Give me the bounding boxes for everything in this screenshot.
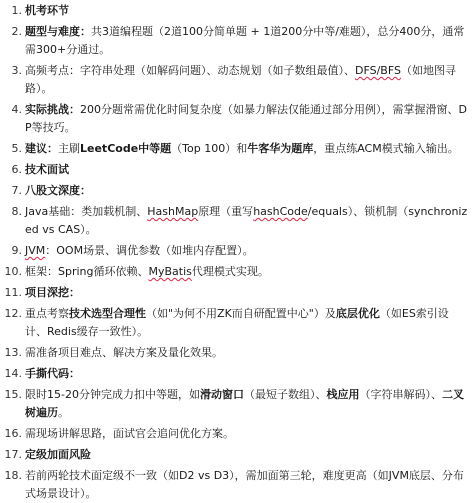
text-segment: 需准备项目难点、解决方案及量化效果。 (25, 346, 223, 359)
list-item (0, 140, 470, 158)
spellcheck-underlined-text: hashCode (253, 205, 308, 218)
bold-text: 项目深挖： (25, 286, 80, 299)
text-segment: 共3道编程题（2道100分简单题 + 1道200分中等/难题），总分400分，通常需300+分通过。 (25, 25, 465, 56)
text-segment: （Top 100）和 (171, 142, 248, 155)
list-item-text (25, 182, 470, 200)
list-item-number: 3. (11, 64, 22, 77)
spellcheck-underlined-text: MyBatis (148, 265, 192, 278)
list-item-text (25, 203, 470, 239)
bold-text: 手撕代码： (25, 367, 80, 380)
list-item-number: 11. (4, 286, 22, 299)
list-item-text (25, 140, 470, 158)
list-item-text (25, 386, 470, 422)
list-item-number: 4. (11, 103, 22, 116)
text-segment: （最短子数组）、 (243, 388, 327, 401)
text-segment: 限时15-20分钟完成力扣中等题，如 (25, 388, 200, 401)
list-item-text (25, 446, 470, 464)
list-item-number: 2. (11, 25, 22, 38)
list-item (0, 365, 470, 383)
text-segment: ：OOM场景、调优参数（如堆内存配置）。 (45, 244, 254, 257)
text-segment: 代理模式实现。 (191, 265, 269, 278)
list-item (0, 446, 470, 464)
bold-text: 八股文深度： (25, 184, 91, 197)
list-item (0, 182, 470, 200)
list-item (0, 263, 470, 281)
bold-text: 底层优化 (335, 307, 380, 320)
list-item-number: 15. (4, 388, 22, 401)
bold-text: 栈应用 (326, 388, 360, 401)
list-item-number: 18. (4, 469, 22, 482)
text-segment: /equals）、锁机制（synchronized vs CAS）。 (25, 205, 468, 236)
bold-text: 二叉树遍历 (25, 388, 464, 419)
list-item (0, 284, 470, 302)
list-item (0, 242, 470, 260)
text-segment: 框架：Spring循环依赖、 (25, 265, 149, 278)
bold-text: 技术选型合理性 (69, 307, 146, 320)
list-item-text (25, 284, 470, 302)
spellcheck-underlined-text: HashMap (147, 205, 199, 218)
text-segment: 200分题常需优化时间复杂度（如暴力解法仅能通过部分用例），需掌握滑窗、DP等技巧。 (25, 103, 467, 134)
bold-text: LeetCode中等题 (80, 142, 172, 155)
list-item-text (25, 344, 470, 362)
list-item-number: 12. (4, 307, 22, 320)
list-item-text (25, 23, 470, 59)
list-item-number: 17. (4, 448, 22, 461)
list-item-text (25, 263, 470, 281)
text-segment: （如地图寻路）。 (25, 64, 456, 95)
text-segment: 。 (58, 406, 69, 419)
list-item-text (25, 242, 470, 260)
list-item-number: 14. (4, 367, 22, 380)
bold-text: 实际挑战： (25, 103, 80, 116)
list-item-number: 5. (11, 142, 22, 155)
spellcheck-underlined-text: JVM (25, 244, 46, 257)
list-item (0, 386, 470, 422)
list-item (0, 62, 470, 98)
bold-text: 建议： (25, 142, 58, 155)
text-segment: 重点考察 (25, 307, 69, 320)
text-segment: 高频考点：字符串处理（如解码问题）、动态规划（如子数组最值）、 (25, 64, 355, 77)
list-item-text (25, 305, 470, 341)
list-item-number: 7. (11, 184, 22, 197)
list-item (0, 203, 470, 239)
list-item-text (25, 2, 470, 20)
list-item-number: 10. (4, 265, 22, 278)
list-item (0, 344, 470, 362)
text-segment: Java基础：类加载机制、 (25, 205, 148, 218)
bold-text: 题型与难度： (25, 25, 91, 38)
text-segment: 原理（重写 (198, 205, 254, 218)
bold-text: 牛客华为题库 (247, 142, 314, 155)
list-item-number: 9. (11, 244, 22, 257)
spellcheck-underlined-text: DFS/BFS (355, 64, 401, 77)
list-item-text (25, 101, 470, 137)
list-item (0, 161, 470, 179)
list-item (0, 23, 470, 59)
list-item (0, 101, 470, 137)
list-item-text (25, 467, 470, 503)
bold-text: 滑动窗口 (199, 388, 244, 401)
bold-text: 定级加面风险 (25, 448, 91, 461)
bold-text: 机考环节 (25, 4, 69, 17)
list-item (0, 467, 470, 503)
list-item-number: 1. (11, 4, 22, 17)
list-item-number: 8. (11, 205, 22, 218)
text-segment: ，重点练ACM模式输入输出。 (313, 142, 459, 155)
list-item-number: 13. (4, 346, 22, 359)
text-segment: 主刷 (58, 142, 80, 155)
list-item-number: 16. (4, 427, 22, 440)
bold-text: 技术面试 (25, 163, 69, 176)
text-segment: 若前两轮技术面定级不一致（如D2 vs D3），需加面第三轮，难度更高（如JVM底层、分布式场景设计）。 (25, 469, 464, 500)
list-item (0, 425, 470, 443)
list-item (0, 2, 470, 20)
text-segment: （如"为何不用ZK而自研配置中心"）及 (146, 307, 336, 320)
numbered-list (0, 2, 470, 503)
list-item-text (25, 425, 470, 443)
text-segment: （字符串解码）、 (359, 388, 442, 401)
list-item-number: 6. (11, 163, 22, 176)
list-item-text (25, 161, 470, 179)
text-segment: 需现场讲解思路，面试官会追问优化方案。 (25, 427, 234, 440)
list-item-text (25, 365, 470, 383)
list-item (0, 305, 470, 341)
list-item-text (25, 62, 470, 98)
text-segment: （如ES索引设计、Redis缓存一致性）。 (25, 307, 449, 338)
